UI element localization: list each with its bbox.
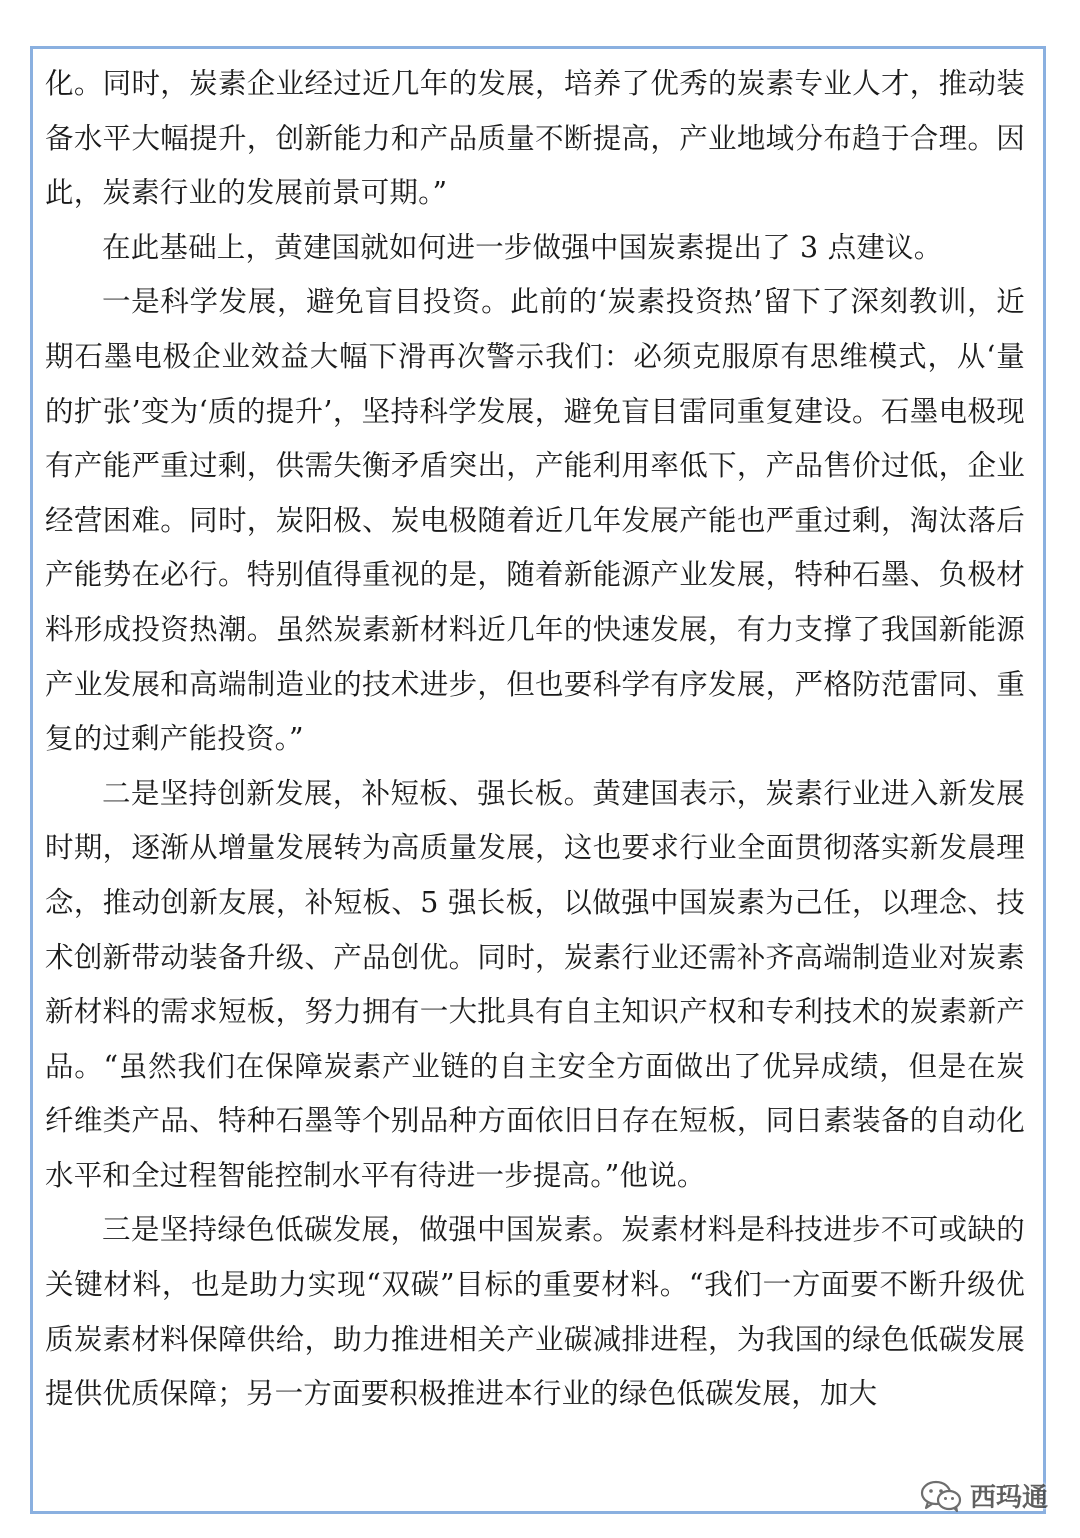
wechat-icon — [920, 1480, 962, 1512]
paragraph-4: 二是坚持创新发展，补短板、强长板。黄建国表示，炭素行业进入新发展时期，逐渐从增量发展转为高质量发展，这也要求行业全面贯彻落实新发晨理念，推动创新友展，补短板、5 强长板，以做强中国炭素为己任，以理念、技术创新带动装备升级、产品创优。同时，炭素行业还需补齐高端制造业对炭素新材料的需求短板，努力拥有一大批具有自主知识产权和专利技术的炭素新产品。“虽然我们在保障炭素产业链的自主安全方面做出了优异成绩，但是在炭纤维类产品、特种石墨等个别品种方面依旧日存在短板，同日素装备的自动化水平和全过程智能控制水平有待进一步提高。”他说。 — [45, 776, 1025, 1192]
article-body — [45, 57, 1025, 1422]
watermark — [920, 1477, 1048, 1514]
paragraph-2: 在此基础上，黄建国就如何进一步做强中国炭素提出了 3 点建议。 — [102, 230, 943, 264]
paragraph-1: 化。同时，炭素企业经过近几年的发展，培养了优秀的炭素专业人才，推动装备水平大幅提升，创新能力和产品质量不断提高，产业地域分布趋于合理。因此，炭素行业的发展前景可期。” — [45, 67, 1025, 210]
watermark-text: 西玛通 — [969, 1483, 1048, 1513]
page-frame — [30, 46, 1046, 1514]
paragraph-5: 三是坚持绿色低碳发展，做强中国炭素。炭素材料是科技进步不可或缺的关键材料，也是助力实现“双碳”目标的重要材料。“我们一方面要不断升级优质炭素材料保障供给，助力推进相关产业碳减排进程，为我国的绿色低碳发展提供优质保障；另一方面要积极推进本行业的绿色低碳发展，加大 — [45, 1213, 1025, 1411]
paragraph-3: 一是科学发展，避免盲目投资。此前的‘炭素投资热’留下了深刻教训，近期石墨电极企业效益大幅下滑再次警示我们：必须克服原有思维模式，从‘量的扩张’变为‘质的提升’，坚持科学发展，避免盲目雷同重复建设。石墨电极现有产能严重过剩，供需失衡矛盾突出，产能利用率低下，产品售价过低，企业经营困难。同时，炭阳极、炭电极随着近几年发展产能也严重过剩，淘汰落后产能势在必行。特别值得重视的是，随着新能源产业发展，特种石墨、负极材料形成投资热潮。虽然炭素新材料近几年的快速发展，有力支撑了我国新能源产业发展和高端制造业的技术进步，但也要科学有序发展，严格防范雷同、重复的过剩产能投资。” — [45, 285, 1025, 756]
